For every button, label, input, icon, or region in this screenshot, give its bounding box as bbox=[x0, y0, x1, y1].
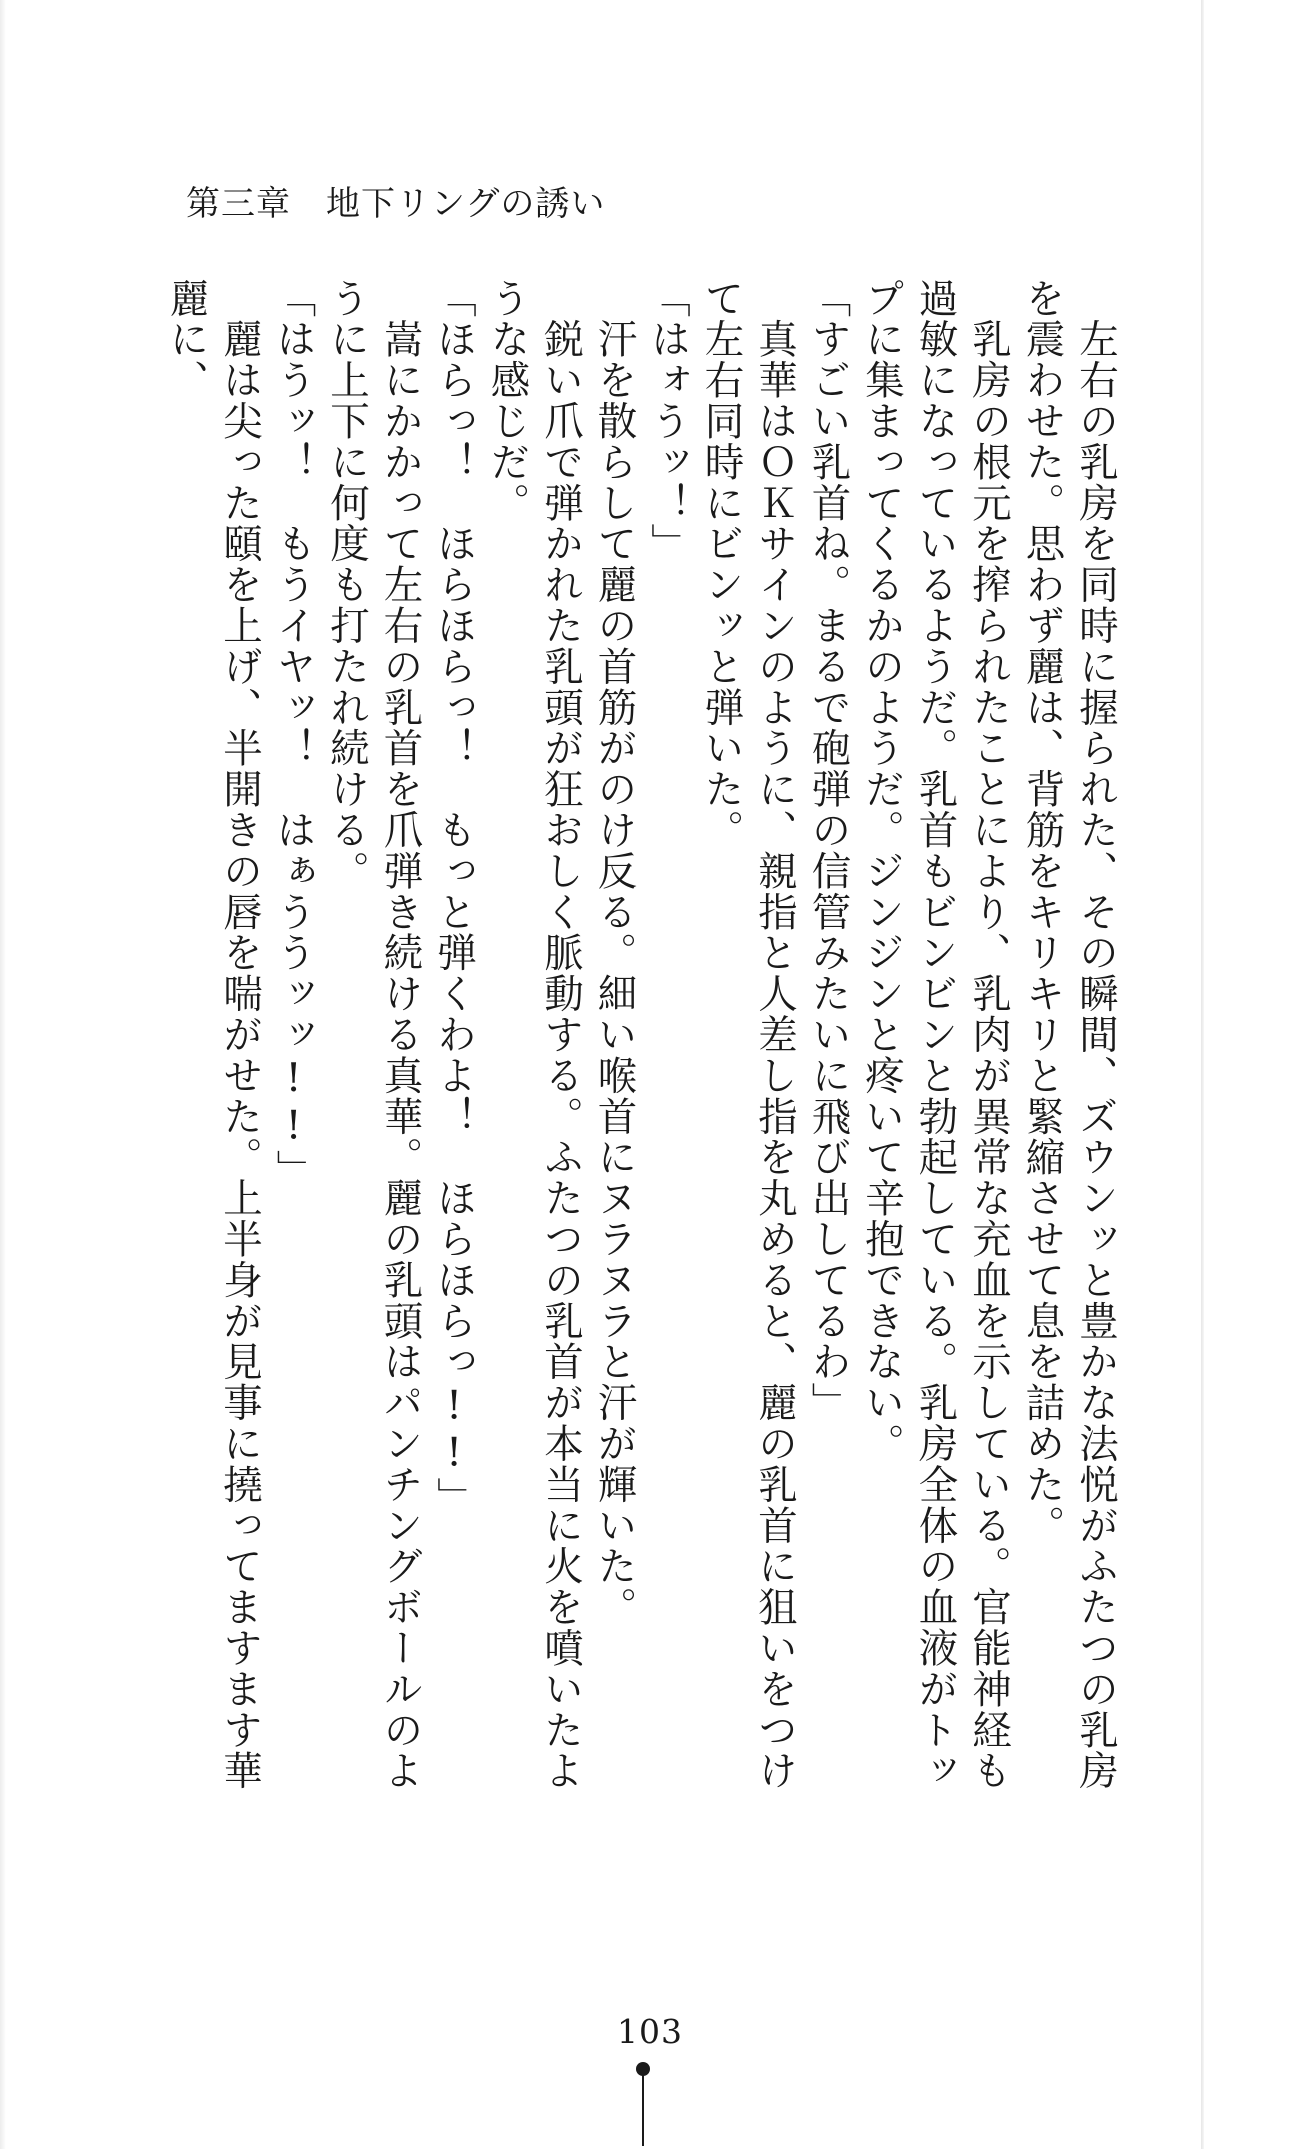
paragraph: 嵩にかかって左右の乳首を爪弾き続ける真華。麗の乳頭はパンチングボールのように上下に何度も打たれ続ける。 bbox=[324, 278, 424, 1792]
running-head: 第三章 地下リングの誘い bbox=[186, 184, 606, 224]
page-number: 103 bbox=[617, 2012, 683, 2051]
page-shadow-right bbox=[1201, 0, 1204, 2149]
paragraph: 「はォうッ！」 bbox=[645, 278, 691, 565]
page-shadow-left bbox=[0, 0, 6, 2149]
paragraph: 真華はＯＫサインのように、親指と人差し指を丸めると、麗の乳首に狙いをつけて左右同時にビンッと弾いた。 bbox=[698, 278, 798, 1792]
paragraph: 「はうッ！ もうイヤッ！ はぁううッッ!!」 bbox=[270, 278, 317, 1191]
paragraph: 「すごい乳首ね。まるで砲弾の信管みたいに飛び出してるわ」 bbox=[805, 278, 852, 1424]
paragraph: 左右の乳房を同時に握られた、その瞬間、ズウンッと豊かな法悦がふたつの乳房を震わせた。思わず麗は、背筋をキリキリと緊縮させて息を詰めた。 bbox=[1019, 278, 1119, 1792]
folio-stem bbox=[642, 2074, 644, 2146]
folio-ornament-icon bbox=[636, 2062, 650, 2146]
body-text bbox=[159, 278, 1122, 1823]
paragraph: 乳房の根元を搾られたことにより、乳肉が異常な充血を示している。官能神経も過敏になっているようだ。乳首もビンビンと勃起している。乳房全体の血液がトップに集まってくるかのようだ。ジンジンと疼いて辛抱できない。 bbox=[859, 278, 1012, 1792]
paragraph: 汗を散らして麗の首筋がのけ反る。細い喉首にヌラヌラと汗が輝いた。 bbox=[591, 278, 638, 1628]
paragraph: 麗は尖った頤を上げ、半開きの唇を喘がせた。上半身が見事に撓ってますます華麗に、 bbox=[163, 278, 263, 1792]
paragraph: 鋭い爪で弾かれた乳頭が狂おしく脈動する。ふたつの乳首が本当に火を噴いたような感じだ。 bbox=[484, 278, 584, 1792]
paragraph: 「ほらっ！ ほらほらっ！ もっと弾くわよ！ ほらほらっ!!」 bbox=[431, 278, 477, 1518]
